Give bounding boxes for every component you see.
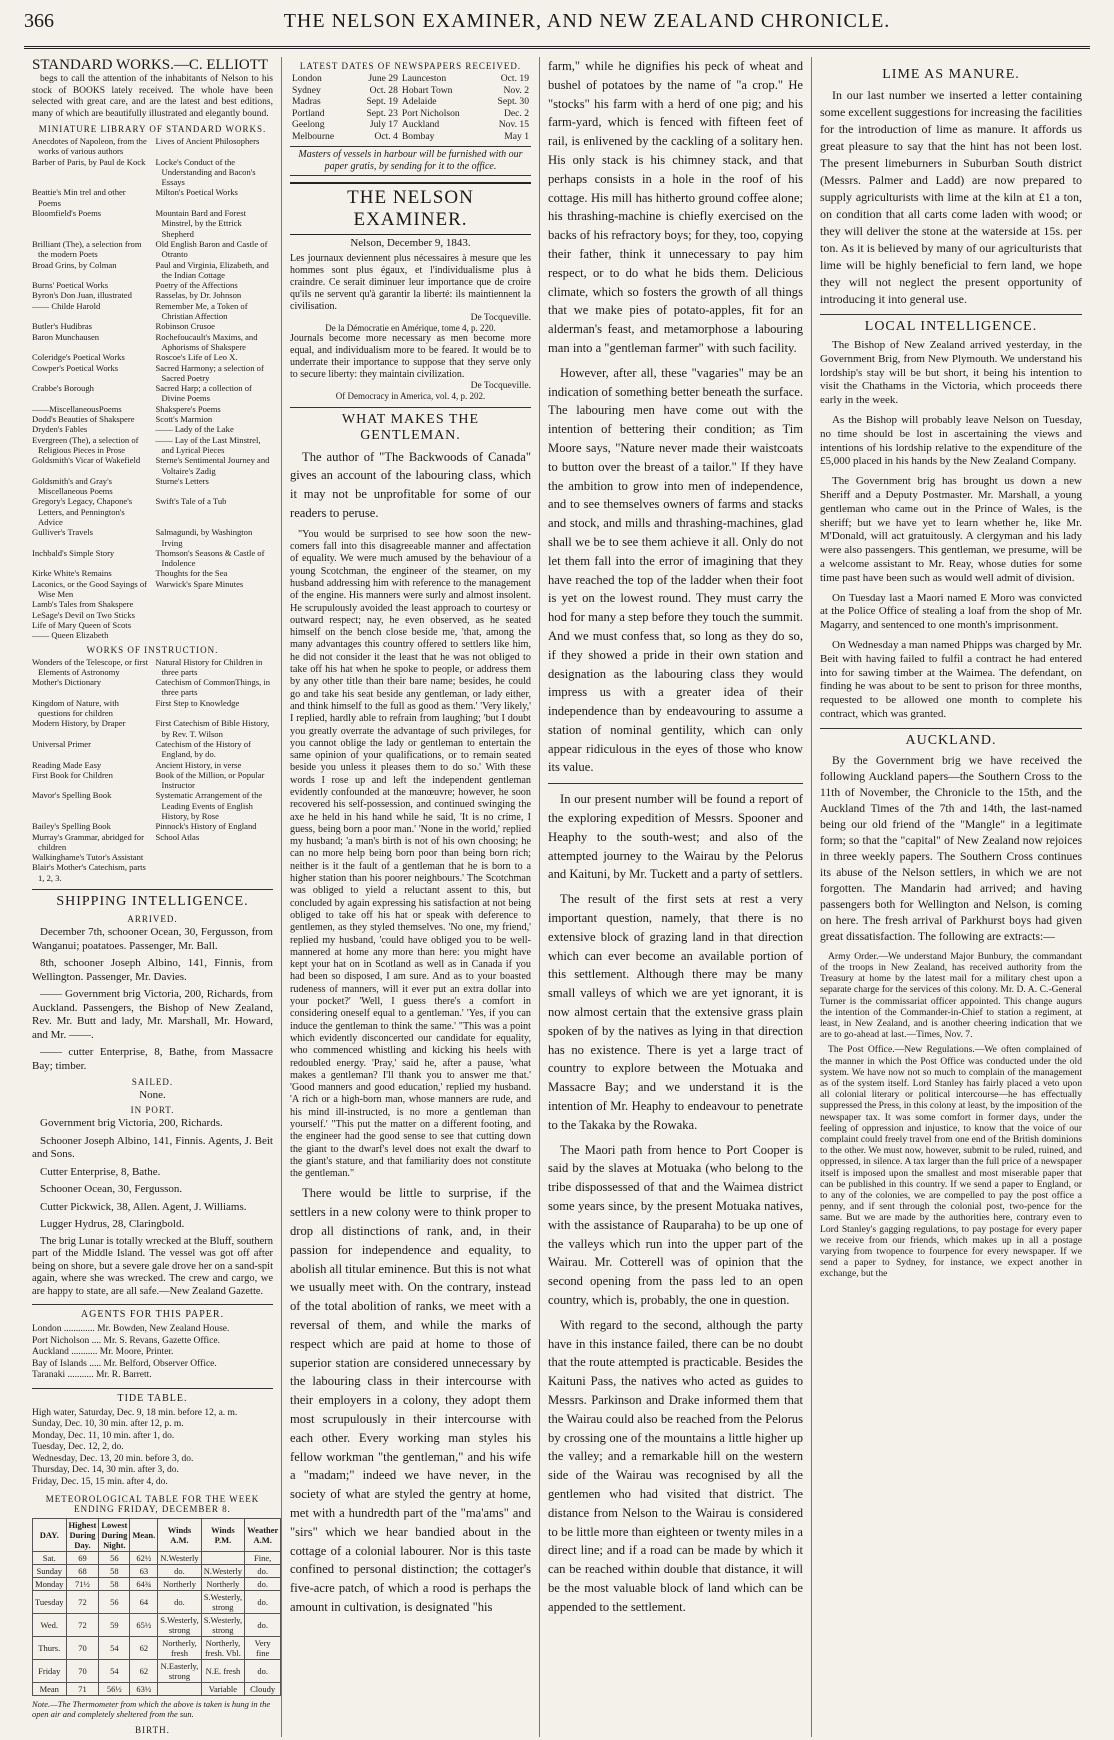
newspaper-cell: Oct. 4 (374, 130, 398, 142)
tide-row: Friday, Dec. 15, 15 min. after 4, do. (32, 1476, 168, 1487)
newspaper-row (290, 96, 531, 108)
met-row (33, 1578, 283, 1591)
gentleman-intro (290, 448, 531, 523)
library-item: Locke's Conduct of the Understanding and Bacon's Essays (155, 156, 256, 188)
local-heading: LOCAL INTELLIGENCE. (820, 314, 1082, 335)
met-heading: METEOROLOGICAL TABLE FOR THE WEEK ENDING FRIDAY, DECEMBER 8. (45, 1494, 260, 1515)
agent-row: Auckland ........... Mr. Moore, Printer. (32, 1347, 174, 1358)
arrived-entry: 8th, schooner Joseph Albino, 141, Finnis, from Wellington. Passenger, Mr. Davies. (32, 957, 273, 983)
newspaper-cell: Sept. 30 (497, 96, 529, 108)
agents-heading: AGENTS FOR THIS PAPER. (32, 1304, 273, 1320)
library-item: Sterne's Sentimental Journey and Voltaire's Zadig (155, 455, 270, 476)
met-cell: 59 (99, 1614, 130, 1637)
library-item: Bloomfield's Poems (32, 208, 102, 219)
instruction-item: Catechism of CommonThings, in three parts (155, 677, 271, 698)
library-item: Rochefoucault's Maxims, and Aphorisms of Shakspere (155, 331, 258, 352)
met-cell: N.Westerly (158, 1552, 201, 1565)
newspaper-cell: Nov. 2 (503, 84, 529, 96)
local-p2: As the Bishop will probably leave Nelson on Tuesday, no time should be lost in ascertaining the views and intentions of his lordship relative to the expenditure of the £5,000 placed in his hands by the New Zealand Company. (820, 413, 1082, 468)
library-item (156, 620, 274, 630)
instruction-item (156, 862, 274, 883)
instruction-item: School Atlas (155, 831, 200, 842)
met-header-cell: Highest During Day. (66, 1519, 99, 1552)
library-item: Scott's Marmion (155, 414, 213, 425)
library-item: Baron Munchausen (32, 331, 100, 342)
met-cell: Friday (33, 1660, 67, 1683)
gentleman-body-text: There would be little to surprise, if the settlers in a new colony were to think proper to drop all distinctions of rank, and, in their passion for independence and equality, to abolish all titular eminence. But this is not what we usually meet with. On the contrary, instead of the total abolition of ranks, we meet with a reversal of them, and while the marks of respect which are paid at home to those of superior station are considered unnecessary by the labouring class in their intercourse with their employers in a colony, they adopt them most scrupulously in their intercourse with each other. Every working man styles his fellow workman "the gentleman," and his wife a "madam;" indeed we have never, in the society of what are styled the gentry at home, met with a hundredth part of the "ma'ams" and "sirs" which we hear bandied about in the cottage of a colonial labourer. Nor is this taste confined to personal distinction; the cottager's five-acre patch, of which a rood is perhaps the amount in cultivation, is designated "his (290, 1186, 531, 1615)
library-item: Poetry of the Affections (155, 280, 238, 291)
met-row (33, 1637, 283, 1660)
met-cell: Tuesday (33, 1591, 67, 1614)
met-cell (201, 1552, 244, 1565)
gentleman-intro-text: The author of "The Backwoods of Canada" gives an account of the labouring class, which it may not be unprofitable for some of our readers to peruse. (290, 449, 531, 520)
instruction-item: Ancient History, in verse (155, 759, 242, 770)
local-article (820, 339, 1082, 722)
library-item: Beattie's Min trel and other Poems (32, 187, 126, 208)
library-item: Old English Baron and Castle of Otranto (155, 238, 268, 260)
standard-works-ad (32, 57, 273, 120)
met-cell: do. (158, 1565, 201, 1578)
tide-row: Sunday, Dec. 10, 30 min. after 12, p. m. (32, 1419, 184, 1430)
french-quote: Les journaux deviennent plus nécessaires à mesure que les hommes sont plus égaux, et l'individualisme plus à craindre. Ce serait diminuer leur importance que de croire qu'ils ne servent qu'à garantir la liberté: ils maintiennent la civilisation. (290, 252, 531, 312)
library-item: Warwick's Spare Minutes (155, 578, 244, 589)
masthead (24, 10, 1090, 49)
newspapers-table (290, 73, 531, 143)
instruction-item: Blair's Mother's Catechism, parts 1, 2, 3. (32, 862, 146, 883)
french-source: De la Démocratie en Amérique, tome 4, p. 220. (325, 322, 496, 333)
met-cell: do. (158, 1591, 201, 1614)
agent-row: Port Nicholson .... Mr. S. Revans, Gazette Office. (32, 1335, 220, 1346)
newspaper-cell: July 17 (369, 119, 398, 131)
newspaper-cell: London (292, 73, 322, 84)
met-cell: 54 (99, 1660, 130, 1683)
examiner-title: THE NELSON EXAMINER. (290, 182, 531, 235)
library-item: Lives of Ancient Philosophers (155, 136, 260, 146)
newspaper-row (290, 73, 531, 85)
instruction-item: Wonders of the Telescope, or first Elements of Astronomy (32, 656, 148, 677)
instruction-item: Bailey's Spelling Book (32, 821, 111, 832)
met-cell: 56½ (99, 1683, 130, 1696)
examiner-dateline: Nelson, December 9, 1843. (350, 236, 471, 249)
library-item: Sacred Harp; a collection of Divine Poems (155, 383, 252, 404)
library-item: Evergreen (The), a selection of Religious Pieces in Prose (32, 434, 139, 455)
met-note: Note.—The Thermometer from which the above is taken is hung in the open air and completely sheltered from the sun. (32, 1699, 271, 1720)
inport-list (32, 1117, 273, 1232)
instruction-item: Catechism of the History of England, by do. (155, 738, 251, 760)
met-row (33, 1565, 283, 1578)
gentleman-heading: WHAT MAKES THE GENTLEMAN. (290, 407, 531, 444)
met-cell: 72 (66, 1614, 99, 1637)
auckland-intro (820, 753, 1082, 945)
gentleman-continued-p2: However, after all, these "vagaries" may be an indication of something better beneath the surface. The labouring men have come out with the intention of bettering their condition; as Tim Moore says, "Nature never made their waistcoats to button over the breast of a tailor." If they have the ambition to grow into men of independence, and to see themselves owners of farms and stacks and stock, and mills and thrashing-machines, glad shall we be to see them achieve it all. Only do not let them fall into the error of imagining that they have reached the top of the ladder when their foot is yet on the lowest round. They must carry the hod for many a step before they touch the summit. And we must confess that, so long as they do so, if they showed a pride in their own station and designation as the labouring class they would impress us with a greater idea of their independence than by endeavouring to assume a station of nominal gentility, which can only appear ridiculous in the eyes of those who know its value. (548, 365, 803, 775)
library-item: Roscoe's Life of Leo X. (155, 352, 238, 363)
newspaper-row (290, 85, 531, 97)
met-cell: do. (245, 1578, 281, 1591)
newspaper-cell: Sept. 19 (366, 96, 398, 108)
met-cell: Northerly, fresh. Vbl. (201, 1637, 244, 1660)
newspapers-note: Masters of vessels in harbour will be furnished with our paper gratis, by sending for it to the office. (290, 146, 531, 176)
birth-heading: BIRTH. (135, 1725, 170, 1736)
library-item: Burns' Poetical Works (32, 280, 109, 291)
met-cell: Sunday (33, 1565, 67, 1578)
met-header-cell: DAY. (33, 1519, 67, 1552)
library-item: Sturne's Letters (155, 475, 209, 486)
instruction-item: Modern History, by Draper (32, 718, 126, 729)
met-cell: 70 (66, 1637, 99, 1660)
library-title: MINIATURE LIBRARY OF STANDARD WORKS. (38, 124, 267, 134)
instruction-item: First Step to Knowledge (155, 697, 240, 708)
running-head: THE NELSON EXAMINER, AND NEW ZEALAND CHRONICLE. (283, 10, 891, 32)
shipping-heading: SHIPPING INTELLIGENCE. (32, 889, 273, 910)
met-cell: 62½ (130, 1552, 158, 1565)
english-source: Of Democracy in America, vol. 4, p. 202. (335, 390, 486, 401)
instruction-item (156, 852, 274, 862)
library-item: Lamb's Tales from Shakspere (32, 599, 134, 610)
tide-row: Thursday, Dec. 14, 30 min. after 3, do. (32, 1465, 179, 1476)
column-4 (812, 57, 1090, 1737)
section-rule (548, 783, 803, 784)
instruction-item: Mavor's Spelling Book (32, 790, 112, 801)
newspaper-cell: Melbourne (292, 130, 335, 142)
met-cell: do. (245, 1565, 281, 1578)
met-header-cell: Lowest During Night. (99, 1519, 130, 1552)
agent-row: London ............. Mr. Bowden, New Zealand House. (32, 1324, 230, 1335)
met-cell: Northerly, fresh (158, 1637, 201, 1660)
met-cell: 58 (99, 1565, 130, 1578)
newspaper-cell: Hobart Town (401, 84, 453, 96)
met-cell: 64 (130, 1591, 158, 1614)
library-item: Milton's Poetical Works (155, 187, 238, 198)
english-quote: Journals become more necessary as men become more equal, and individualism more to be feared. It would be to underrate their importance to suppose that they serve only to secure liberty: they maintain civilization. (290, 332, 531, 380)
instruction-item: Pinnock's History of England (155, 821, 257, 832)
standard-works-heading: STANDARD WORKS.—C. ELLIOTT (32, 57, 269, 73)
met-cell: 71 (66, 1683, 99, 1696)
agent-row: Bay of Islands ..... Mr. Belford, Observer Office. (32, 1358, 217, 1369)
instruction-item: Natural History for Children in three parts (155, 656, 263, 677)
lime-article (820, 87, 1082, 308)
library-item: Inchbald's Simple Story (32, 547, 115, 558)
exploring-p1: In our present number will be found a report of the exploring expedition of Messrs. Spooner and Heaphy to the south-west; and also of the attempted journey to the Wairau by the Pelorus and Kaituni, by Mr. Tuckett and a party of settlers. (548, 792, 803, 882)
library-item: Kirke White's Remains (32, 568, 112, 579)
columns (24, 57, 1090, 1737)
auckland-intro-text: By the Government brig we have received the following Auckland papers—the Southern Cross to the 11th of November, the Chronicle to the 15th, and the Auckland Times of the 7th and 14th, the last-named being our old friend of the "Mangle" in a legitimate form; so that the "capital" of New Zealand now rejoices in three weekly papers. The Southern Cross continues its abuse of the Nelson settlers, in which we are not forgotten. The Mandarin had arrived; and having passengers both for Wellington and Nelson, is coming on here. The fresh arrival of Parkhurst boys had given great dissatisfaction. The following are extracts:— (820, 753, 1082, 943)
page-number: 366 (24, 10, 54, 32)
newspaper-cell: June 29 (368, 73, 398, 84)
met-row (33, 1683, 283, 1696)
met-cell: S.Westerly, strong (158, 1614, 201, 1637)
inport-entry: Government brig Victoria, 200, Richards. (40, 1117, 223, 1130)
english-attrib: De Tocqueville. (470, 380, 531, 391)
exploring-p3: The Maori path from hence to Port Cooper is said by the slaves at Motuaka (who belong to the tribe dispossessed of that and the Waimea district some years since, by the present Motuaka natives, with the assistance of Rauparaha) to be up one of the valleys which run into the upper part of the Wairau. Mr. Cotterell was of opinion that the second opening from the pass led to an open country, which is, probably, the one in question. (548, 1142, 803, 1307)
library-item: Swift's Tale of a Tub (155, 496, 227, 507)
library-item: Barber of Paris, by Paul de Kock (32, 156, 146, 167)
sailed-value: None. (139, 1089, 166, 1102)
tide-row: Tuesday, Dec. 12, 2, do. (32, 1442, 124, 1453)
column-3 (540, 57, 812, 1737)
newspaper-cell: Sydney (292, 84, 321, 96)
met-cell: Very fine (245, 1637, 281, 1660)
arrived-label: ARRIVED. (127, 914, 178, 925)
auckland-extracts (820, 951, 1082, 1280)
library-item (156, 610, 274, 620)
met-header-cell: Weather A.M. (245, 1519, 281, 1552)
met-cell: 72 (66, 1591, 99, 1614)
newspaper-cell: Adelaide (401, 96, 437, 108)
arrived-list (32, 926, 273, 1073)
met-cell: Mean (33, 1683, 67, 1696)
tide-heading: TIDE TABLE. (32, 1388, 273, 1404)
met-header-row (33, 1519, 283, 1552)
newspaper-cell: Launceston (401, 73, 447, 84)
inport-entry: Lugger Hydrus, 28, Claringbold. (40, 1218, 185, 1231)
library-item (156, 599, 274, 609)
lunar-text: The brig Lunar is totally wrecked at the Bluff, southern part of the Middle Island. The vessel was got off after being on shore, but a severe gale drove her on a sand-spit again, where she was wrecked. The crew and cargo, we are happy to state, are all safe.—New Zealand Gazette. (32, 1235, 273, 1297)
met-cell: do. (245, 1591, 281, 1614)
exploring-p4: With regard to the second, although the party have in this instance failed, there can be no doubt that the route attempted is practicable. Besides the Kaituni Pass, the natives who acted as guides to Messrs. Parkinson and Drake informed them that the Wairau could also be reached from the Pelorus by crossing one of the mountains a little higher up the valley; and a remarkable hill on the western side of the Wairau was recognised by all the gentlemen who had visited that district. The distance from Nelson to the Wairau is considered to be little more than eighteen or twenty miles in a direct line; and if a road can be made by which it can be reached within double that distance, it will be the most valuable block of land which can be appended to the settlement. (548, 1317, 803, 1614)
met-cell: N.Westerly (201, 1565, 244, 1578)
newspaper-cell: Dec. 2 (503, 107, 529, 119)
library-item: Thomson's Seasons & Castle of Indolence (155, 547, 265, 569)
library-item: Robinson Crusoe (155, 321, 215, 332)
met-cell: 71½ (66, 1578, 99, 1591)
tide-row: High water, Saturday, Dec. 9, 18 min. before 12, a. m. (32, 1407, 238, 1418)
standard-works-intro: begs to call the attention of the inhabitants of Nelson to his stock of BOOKS lately received. The whole have been selected with great care, and are the latest and best editions, many of which are beautifully illustrated and elegantly bound. (32, 74, 273, 119)
inport-entry: Cutter Enterprise, 8, Bathe. (40, 1165, 161, 1178)
instruction-list (32, 657, 273, 884)
newspaper-cell: Sept. 23 (366, 107, 398, 119)
lime-text: In our last number we inserted a letter containing some excellent suggestions for increasing the facilities for the introduction of lime as manure. It affords us great pleasure to say that the hint has not been lost. The present limeburners in Suburban South district (Messrs. Palmer and Ladd) are now prepared to supply agriculturists with lime at the kiln at £1 a ton, on condition that all carts come laden with wood; or they will deliver the stone at the waterside at 15s. per ton. As it is believed by many of our agriculturists that lime will be highly beneficial to fern land, we hope they will not neglect the present opportunity of introducing it into general use. (820, 88, 1082, 306)
instruction-item: Reading Made Easy (32, 759, 102, 770)
met-cell: Northerly (201, 1578, 244, 1591)
instruction-item: Book of the Million, or Popular Instructor (155, 769, 265, 791)
newspaper-row (290, 131, 531, 143)
instruction-item: Kingdom of Nature, with questions for children (32, 697, 119, 719)
newspaper-cell: Madras (292, 96, 321, 108)
library-item: —— Queen Elizabeth (32, 630, 109, 641)
met-cell: 63½ (130, 1683, 158, 1696)
met-cell: do. (245, 1660, 281, 1683)
met-row (33, 1591, 283, 1614)
newspaper-row (290, 119, 531, 131)
arrived-entry: —— cutter Enterprise, 8, Bathe, from Massacre Bay; timber. (32, 1046, 273, 1072)
auckland-heading: AUCKLAND. (820, 728, 1082, 749)
met-cell: 56 (99, 1552, 130, 1565)
library-item: Gulliver's Travels (32, 527, 93, 538)
library-item: —— Childe Harold (32, 300, 101, 311)
gentleman-quote-text: "You would be surprised to see how soon the new-comers fall into this disagreeable manner and affectation of equality. We were much amused by the behaviour of a young Scotchman, the engineer of the steamer, on my husband addressing him with reference to the management of the engine. His manners were surly and almost insolent. He scrupulously avoided the least approach to courtesy or outward respect; nay, he even observed, as he seated himself on the bench close beside me, 'that, among the many advantages this country offered to settlers like him, he did not consider it the least that he was not obliged to take off his hat when he spoke to people, or address them by any other title than their bare name; besides, he could go and take his seat beside any gentleman, or lady either, and think himself to the full as good as them.' 'Very likely,' I replied, hardly able to refrain from laughing; 'but I doubt you greatly overrate the advantage of such privileges, for you cannot oblige the lady or gentleman to entertain the same opinion of your qualifications, or to remain seated beside you unless it pleases them to do so.' With these words I rose up and left the independent gentleman evidently confounded at the manœuvre; however, he soon recovered his self-possession, and continued swinging the axe he held in his hand while he said, 'It is no crime, I guess, being born a poor man.' 'None in the world,' replied my husband; 'a man's birth is not of his own choosing; he can no more help being born poor than being born rich; neither is it the fault of a gentleman that he is born to a higher station than his poorer neighbours.' The Scotchman was obliged to yield a reluctant assent to this, but concluded by again expressing his satisfaction at not being obliged to take off his hat or speak with deference to gentlemen, as they styled themselves. 'No one, my friend,' replied my husband, 'could have obliged you to be well-mannered at home any more than here: you might have kept your hat on in Scotland as well as in Canada if you had been so disposed, I am sure. And as to your boasted rudeness of manners, will it ever put an extra dollar into your pocket?' 'Well, I guess there's a comfort in considering oneself equal to a gentleman.' 'Yes, if you can induce the gentleman to think the same.' "This was a point which evidently disconcerted our candidate for equality, who commenced whistling and kicking his heels with redoubled energy. 'Pray,' said he, after a pause, 'what makes a gentleman? I'll thank you to answer me that.' 'Good manners and good education,' replied my husband. 'A rich or a high-born man, whose manners are rude, and his mind ill-instructed, is no more a gentleman than yourself.' "This put the matter on a different footing, and the engineer had the good sense to see that cutting down the giant to the dwarf's level does not exalt the dwarf to the giant's stature, and that familiarity does not constitute the gentleman." (290, 528, 531, 1180)
library-item: Life of Mary Queen of Scots (32, 619, 132, 630)
library-item: Butler's Hudibras (32, 321, 93, 332)
instruction-item: Walkinghame's Tutor's Assistant (32, 852, 144, 863)
library-item: Anecdotes of Napoleon, from the works of various authors (32, 136, 147, 157)
library-item: LeSage's Devil on Two Sticks (32, 609, 135, 620)
library-item: Coleridge's Poetical Works (32, 352, 125, 363)
met-cell: do. (245, 1614, 281, 1637)
met-cell: S.Westerly, strong (201, 1614, 244, 1637)
met-cell: 65½ (130, 1614, 158, 1637)
newspaper-cell: Auckland (401, 119, 440, 131)
library-item: Gregory's Legacy, Chapone's Letters, and Pennington's Advice (32, 496, 133, 527)
library-item: Thoughts for the Sea (155, 568, 228, 579)
met-row (33, 1614, 283, 1637)
library-item: —— Lay of the Last Minstrel, and Lyrical Pieces (155, 434, 261, 455)
instruction-item: Mother's Dictionary (32, 677, 102, 688)
library-item: ——MiscellaneousPoems (32, 403, 122, 414)
local-p1: The Bishop of New Zealand arrived yesterday, in the Government Brig, from New Plymouth. We understand his lordship's stay will be but short, it being his intention to visit the Chathams in the Victoria, which proceeds there early in the week. (820, 339, 1082, 407)
exploring-p2: The result of the first sets at rest a very important question, namely, that there is no extensive block of grazing land in that direction which can ever become an available portion of this settlement. Although there may be many small valleys of which we are yet ignorant, it is now almost certain that the extensive grass plain spoken of by the natives as lying in that direction has no existence. There is yet a large tract of country to explore between the Motuaka and Massacre Bay; and we understand it is the intention of Mr. Heaphy to endeavour to penetrate to the Takaka by the Rowaka. (548, 892, 803, 1132)
library-list (32, 136, 273, 641)
newspaper-cell: Oct. 28 (369, 84, 398, 96)
met-cell: 62 (130, 1660, 158, 1683)
local-p5: On Wednesday a man named Phipps was charged by Mr. Beit with having failed to fulfil a contract he had entered into for sawing timber at the Waimea. The defendant, on finding he was about to be sent to prison for three months, requested to be allowed one month to complete his contract, which was granted. (820, 638, 1082, 720)
met-cell: 64¾ (130, 1578, 158, 1591)
newspaper-cell: Portland (292, 107, 325, 119)
library-item (156, 630, 274, 640)
column-1 (24, 57, 282, 1737)
library-item: Brilliant (The), a selection from the modern Poets (32, 238, 142, 260)
met-cell: Wed. (33, 1614, 67, 1637)
arrived-entry: —— Government brig Victoria, 200, Richards, from Auckland. Passengers, the Bishop of New Zealand, Rev. Mr. Butt and lady, Mr. Marshall, Mr. Howard, and Mr. ——. (32, 988, 273, 1041)
agent-row: Taranaki ........... Mr. R. Barrett. (32, 1370, 152, 1381)
inport-entry: Schooner Ocean, 30, Fergusson. (40, 1183, 183, 1196)
inport-label: IN PORT. (130, 1105, 175, 1116)
newspaper-row (290, 108, 531, 120)
gentleman-continued-p1: farm," while he dignifies his peck of wheat and bushel of potatoes by the name of "a crop." He "stocks" his farm with a herd of one pig; and his farm-yard, which is fenced with fifteen feet of rail, is enlivened by the cackling of a solitary hen. His only stack is his chimney stack, and that perhaps consists in a hole in the roof of his cottage. His mill has hitherto ground coffee alone; his thrashing-machine is chiefly exercised on the backs of his refractory boys; for they, too, copying their father, think it unnecessary to pay him respect, or to do what he bids them. Delicious climate, which so fosters the growth of all things that we make pies of potato-apples, fit for an alderman's feast, and metamorphose a labouring man into a "gentleman farmer" with such facility. (548, 59, 803, 355)
exploring-article (548, 790, 803, 1616)
library-item: Remember Me, a Token of Christian Affection (155, 300, 248, 322)
library-item: —— Lady of the Lake (155, 424, 234, 435)
tide-row: Monday, Dec. 11, 10 min. after 1, do. (32, 1430, 175, 1441)
library-item: Byron's Don Juan, illustrated (32, 290, 132, 301)
library-item: Laconics, or the Good Sayings of Wise Men (32, 578, 148, 600)
met-cell: 62 (130, 1637, 158, 1660)
met-cell: Fine, (245, 1552, 281, 1565)
instruction-item: Systematic Arrangement of the Leading Events of English History, by Rose (155, 790, 263, 821)
library-item: Paul and Virginia, Elizabeth, and the Indian Cottage (155, 259, 269, 280)
gentleman-quote (290, 529, 531, 1181)
met-cell: Variable (201, 1683, 244, 1696)
meteorological-table (32, 1518, 282, 1696)
library-item: Goldsmith's Vicar of Wakefield (32, 455, 141, 466)
inport-entry: Cutter Pickwick, 38, Allen. Agent, J. Williams. (40, 1200, 247, 1213)
tide-row: Wednesday, Dec. 13, 20 min. before 3, do. (32, 1453, 194, 1464)
library-item: Broad Grins, by Colman (32, 259, 117, 270)
met-cell: N.Easterly, strong (158, 1660, 201, 1683)
newspaper-cell: Geelong (292, 119, 325, 131)
newspaper-cell: Port Nicholson (401, 107, 460, 119)
library-item: Mountain Bard and Forest Minstrel, by the Ettrick Shepherd (155, 208, 246, 239)
met-cell: 68 (66, 1565, 99, 1578)
met-header-cell: Winds P.M. (201, 1519, 244, 1552)
met-cell: 69 (66, 1552, 99, 1565)
met-row (33, 1552, 283, 1565)
instruction-item: First Catechism of Bible History, by Rev. T. Wilson (155, 718, 270, 739)
library-item: Sacred Harmony; a selection of Sacred Poetry (155, 362, 264, 383)
instruction-item: Murray's Grammar, abridged for children (32, 831, 144, 852)
met-row (33, 1660, 283, 1683)
post-office: The Post Office.—New Regulations.—We often complained of the manner in which the Post Office was conducted under the old system. We have now not so much to complain of the management as of the system itself. Lord Stanley has fairly placed a veto upon all colonial literary or political intercourse—he has effectually suppressed the Press, in this colony at least, by the imposition of the newspaper tax. It was some comfort in former days, under the feeling of oppression and injustice, to know that the voice of our complaint could freely travel from one end of the British dominions to the other. We must now, however, submit to be ruled, ruined, and oppressed, in silence. A tax larger than the full price of a newspaper itself is imposed upon the smallest and most miserable paper that can be published in this country. If we send a paper to England, or to any of the colonies, we are compelled to pay the post office a penny, and if sent through the colonial post, two-pence for the same. But we are made by the authorities here, contrary even to Lord Stanley's gagging regulations, to pay postage for every paper we receive from our friends, which makes up in all a postage varying from twopence to fourpence for every newspaper. If we send a paper to Sydney, for instance, we expect another in exchange, but the (820, 1044, 1082, 1280)
library-item: Salmagundi, by Washington Irving (155, 527, 253, 548)
gentleman-body (290, 1184, 531, 1616)
met-cell: 56 (99, 1591, 130, 1614)
met-cell: Thurs. (33, 1637, 67, 1660)
met-cell (158, 1683, 201, 1696)
local-p3: The Government brig has brought us down a new Sheriff and a Deputy Postmaster. Mr. Marshall, a young gentleman who came out in the Prince of Wales, is the sheriff; but we have yet to learn whether he, like Mr. M'Donald, will act gratuitously. A clergyman and his lady were also passengers. This gentleman, we presume, will be a welcome assistant to Mr. Reay, whose duties for some time past have been such as would well admit of division. (820, 475, 1082, 584)
library-item: Rasselas, by Dr. Johnson (155, 290, 242, 301)
library-item: Dryden's Fables (32, 424, 88, 435)
newspapers-heading: LATEST DATES OF NEWSPAPERS RECEIVED. (299, 61, 522, 71)
met-cell: 58 (99, 1578, 130, 1591)
tide-list (32, 1408, 273, 1489)
met-cell: 54 (99, 1637, 130, 1660)
met-cell: Northerly (158, 1578, 201, 1591)
instruction-item: First Book for Children (32, 769, 113, 780)
column-2 (282, 57, 540, 1737)
instruction-item: Universal Primer (32, 738, 91, 749)
french-attrib: De Tocqueville. (470, 312, 531, 323)
inport-entry: Schooner Joseph Albino, 141, Finnis. Agents, J. Beit and Sons. (32, 1134, 273, 1161)
newspaper-cell: Nov. 15 (498, 119, 529, 131)
met-cell: 70 (66, 1660, 99, 1683)
local-p4: On Tuesday last a Maori named E Moro was convicted at the Police Office of stealing a loaf from the shop of Mr. Magarry, and sentenced to one month's imprisonment. (820, 591, 1082, 632)
lunar-wreck (32, 1236, 273, 1299)
met-header-cell: Winds A.M. (158, 1519, 201, 1552)
newspaper-cell: Bombay (401, 130, 435, 142)
instruction-title: WORKS OF INSTRUCTION. (86, 644, 219, 655)
sailed-label: SAILED. (131, 1077, 174, 1088)
met-cell: Sat. (33, 1552, 67, 1565)
gentleman-continued (548, 57, 803, 777)
met-cell: 63 (130, 1565, 158, 1578)
library-item: Cowper's Poetical Works (32, 362, 119, 373)
army-order: Army Order.—We understand Major Bunbury, the commandant of the troops in New Zealand, has received authority from the Treasury at home by the latest mail for a military chest upon a separate charge for the services of this colony. Mr. D. A. C.-General Turner is the commissariat officer appointed. This change augurs the intention of the Commander-in-Chief to station a regiment, at least, in New Zealand, and is another cheering indication that we are to go-ahead at last.—Times, Nov. 7. (820, 950, 1082, 1041)
newspaper-cell: Oct. 19 (500, 73, 529, 84)
lime-heading: LIME AS MANURE. (882, 67, 1020, 82)
agents-list (32, 1324, 273, 1382)
library-item: Shakspere's Poems (155, 403, 221, 414)
library-item: Dodd's Beauties of Shakspere (32, 414, 135, 425)
met-cell: S.Westerly, strong (201, 1591, 244, 1614)
met-cell: N.E. fresh (201, 1660, 244, 1683)
met-header-cell: Mean. (130, 1519, 158, 1552)
met-cell: Cloudy (245, 1683, 281, 1696)
met-cell: Monday (33, 1578, 67, 1591)
library-item: Crabbe's Borough (32, 383, 94, 394)
newspaper-cell: May 1 (504, 130, 529, 142)
arrived-entry: December 7th, schooner Ocean, 30, Fergusson, from Wanganui; poatatoes. Passenger, Mr. Ball. (32, 926, 273, 952)
library-item: Goldsmith's and Gray's Miscellaneous Poems (32, 475, 113, 497)
